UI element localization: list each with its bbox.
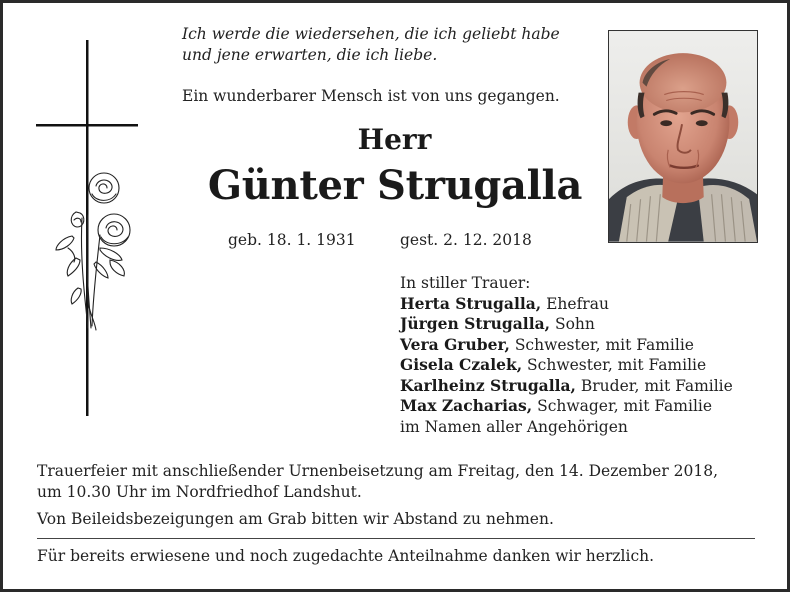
- salutation: Herr: [357, 123, 432, 156]
- mourner-row: [400, 376, 770, 397]
- cross-icon: [36, 40, 138, 420]
- ceremony-info: [37, 461, 767, 502]
- death-date: gest. 2. 12. 2018: [400, 231, 532, 249]
- mourner-row: [400, 396, 770, 417]
- ceremony-line-2: um 10.30 Uhr im Nordfriedhof Landshut.: [37, 482, 362, 501]
- mourner-relation: Schwester, mit Familie: [522, 356, 707, 374]
- birth-date: geb. 18. 1. 1931: [228, 231, 356, 249]
- deceased-name: Günter Strugalla: [207, 162, 583, 209]
- mourner-relation: Sohn: [550, 315, 595, 333]
- mourner-row: [400, 294, 770, 315]
- mourners-closing: im Namen aller Angehörigen: [400, 417, 628, 436]
- mourner-name: Gisela Czalek,: [400, 355, 523, 374]
- mourner-relation: Ehefrau: [541, 294, 609, 313]
- mourner-row: [400, 335, 770, 356]
- mourner-relation: Bruder, mit Familie: [575, 376, 733, 395]
- ceremony-line-1: Trauerfeier mit anschließender Urnenbeisetzung am Freitag, den 14. Dezember 2018,: [37, 462, 719, 480]
- mourner-relation: Schwager, mit Familie: [532, 397, 713, 415]
- thanks-note: Für bereits erwiesene und noch zugedachte Anteilnahme danken wir herzlich.: [37, 547, 655, 565]
- quote-line-1: Ich werde die wiedersehen, die ich geliebt habe: [182, 25, 560, 43]
- mourner-name: Herta Strugalla,: [400, 293, 542, 313]
- memorial-quote: [182, 24, 592, 66]
- quote-line-2: und jene erwarten, die ich liebe.: [182, 46, 438, 64]
- mourners-intro: In stiller Trauer:: [400, 274, 531, 292]
- mourner-name: Max Zacharias,: [400, 396, 533, 415]
- divider: [37, 538, 755, 539]
- subtitle: Ein wunderbarer Mensch ist von uns gegangen.: [182, 87, 560, 105]
- portrait-image: [609, 31, 757, 242]
- rose-bouquet-icon: [56, 173, 130, 330]
- mourner-name: Vera Gruber,: [400, 334, 510, 354]
- condolence-request: Von Beileidsbezeigungen am Grab bitten wir Abstand zu nehmen.: [37, 510, 554, 528]
- mourner-row: [400, 314, 770, 335]
- mourners-list: [400, 273, 770, 437]
- mourner-row: [400, 355, 770, 376]
- mourner-name: Jürgen Strugalla,: [400, 314, 551, 333]
- portrait-photo: [608, 30, 758, 243]
- mourner-relation: Schwester, mit Familie: [509, 335, 694, 354]
- mourner-name: Karlheinz Strugalla,: [400, 375, 576, 395]
